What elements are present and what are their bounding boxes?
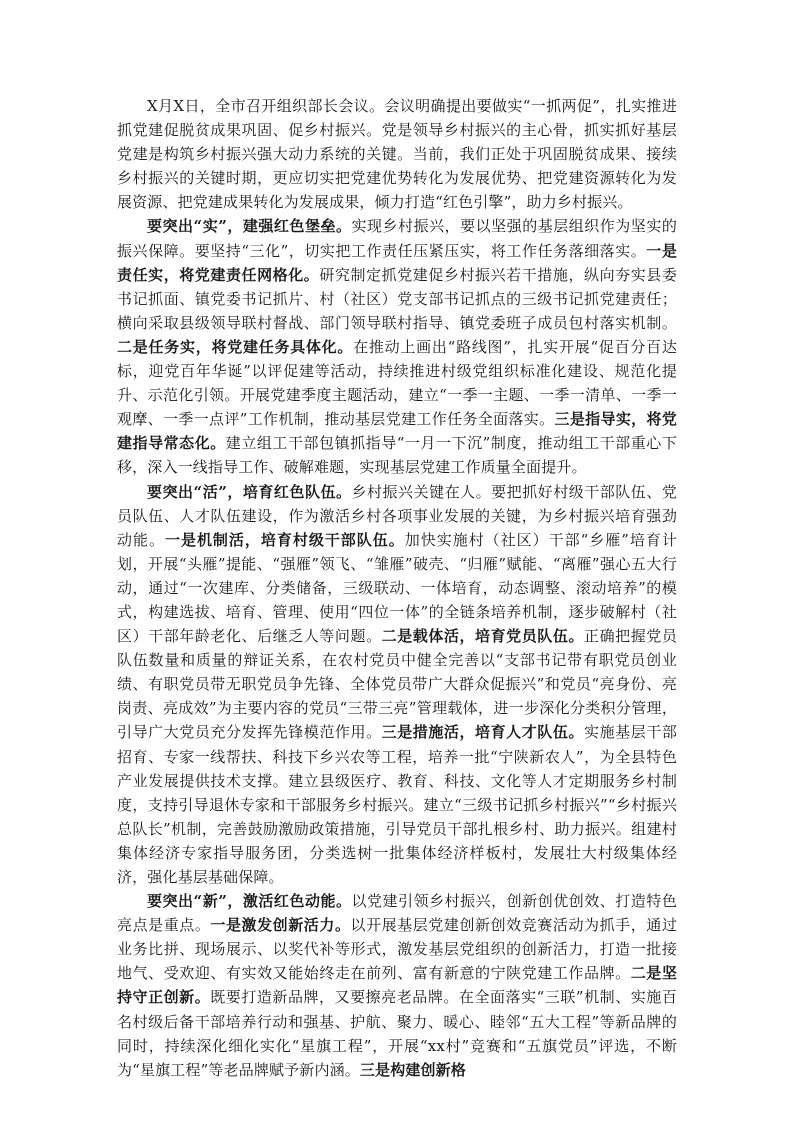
body-text: 实现乡村振兴，要以坚强的基层组织作为坚实的振兴保障。要坚持“三化”，切实把工作责任压紧压实，将工作任务落细落实。: [117, 217, 677, 260]
body-text: 在推动上画出“路线图”，扎实开展“促百分百达标，迎党百年华诞”以评促建等活动，持续推进村级党组织标准化建设、规范化提升、示范化引领。开展党建季度主题活动，建立“一季一主题、一季一清单、一季一观摩、一季一点评”工作机制，推动基层党建工作任务全面落实。: [117, 337, 677, 429]
paragraph: [117, 94, 677, 214]
bold-heading-text: 二是任务实，将党建任务具体化。: [117, 337, 354, 356]
document-body: [117, 94, 677, 1082]
body-text: X月X日，全市召开组织部长会议。会议明确提出要做实“一抓两促”，扎实推进抓党建促脱贫成果巩固、促乡村振兴。党是领导乡村振兴的主心骨，抓实抓好基层党建是构筑乡村振兴强大动力系统的关键。当前，我们正处于巩固脱贫成果、接续乡村振兴的关键时期，更应切实把党建优势转化为发展优势、把党建资源转化为发展资源、把党建成果转化为发展成果，倾力打造“红色引擎”，助力乡村振兴。: [117, 97, 677, 212]
body-text: 实施基层干部招育、专家一线帮扶、科技下乡兴农等工程，培养一批“宁陕新农人”，为全县特色产业发展提供技术支撑。建立县级医疗、教育、科技、文化等人才定期服务乡村制度，支持引导退休专家和干部服务乡村振兴。建立“三级书记抓乡村振兴”“乡村振兴总队长”机制，完善鼓励激励政策措施，引导党员干部扎根乡村、助力振兴。组建村集体经济专家指导服务团，分类选树一批集体经济样板村，发展壮大村级集体经济，强化基层基础保障。: [117, 723, 677, 886]
bold-heading-text: 要突出“实”，建强红色堡垒。: [147, 217, 352, 236]
paragraph: [117, 889, 677, 1082]
body-text: 研究制定抓党建促乡村振兴若干措施，纵向夯实县委书记抓面、镇党委书记抓片、村（社区）党支部书记抓点的三级书记抓党建责任；横向采取县级领导联村督战、部门领导联村指导、镇党委班子成员包村落实机制。: [117, 265, 678, 332]
bold-heading-text: 要突出“活”，培育红色队伍。: [147, 482, 352, 501]
body-text: 以开展基层党建创新创效竞赛活动为抓手，通过业务比拼、现场展示、以奖代补等形式，激发基层党组织的创新活力，打造一批接地气、受欢迎、有实效又能始终走在前列、富有新意的宁陕党建工作品牌。: [117, 916, 677, 983]
body-text: 建立组工干部包镇抓指导“一月一下沉”制度，推动组工干部重心下移，深入一线指导工作、破解难题，实现基层党建工作质量全面提升。: [117, 434, 677, 477]
bold-heading-text: 一是机制活，培育村级干部队伍。: [164, 530, 405, 549]
bold-heading-text: 二是载体活，培育党员队伍。: [381, 627, 585, 646]
bold-heading-text: 三是措施活，培育人才队伍。: [381, 723, 585, 742]
bold-heading-text: 三是指导实，将党建指导常态化。: [117, 410, 678, 453]
body-text: 加快实施村（社区）干部“乡雁”培育计划，开展“头雁”提能、“强雁”领飞、“雏雁”破壳、“归雁”赋能、“离雁”强心五大行动，通过“一次建库、分类储备，三级联动、一体培育，动态调整、滚动培养”的模式，构建选拔、培育、管理、使用“四位一体”的全链条培养机制，逐步破解村（社区）干部年龄老化、后继乏人等问题。: [117, 530, 677, 646]
bold-heading-text: 三是构建创新格: [359, 1060, 466, 1079]
bold-heading-text: 一是责任实，将党建责任网格化。: [117, 241, 677, 284]
body-text: 以党建引领乡村振兴，创新创优创效、打造特色亮点是重点。: [117, 892, 677, 935]
body-text: 乡村振兴关键在人。要把抓好村级干部队伍、党员队伍、人才队伍建设，作为激活乡村各项事业发展的关键，为乡村振兴培育强劲动能。: [117, 482, 677, 549]
bold-heading-text: 要突出“新”，激活红色动能。: [147, 892, 352, 911]
bold-heading-text: 二是坚持守正创新。: [117, 964, 677, 1007]
body-text: 既要打造新品牌，又要擦亮老品牌。在全面落实“三联”机制、实施百名村级后备干部培养行动和强基、护航、聚力、暖心、睦邻“五大工程”等新品牌的同时，持续深化细化实化“星旗工程”，开展“xx村”竞赛和“五旗党员”评选，不断为“星旗工程”等老品牌赋予新内涵。: [117, 988, 677, 1079]
bold-heading-text: 一是激发创新活力。: [210, 916, 351, 935]
paragraph: [117, 214, 677, 479]
paragraph: [117, 480, 677, 890]
body-text: 正确把握党员队伍数量和质量的辩证关系，在农村党员中健全完善以“支部书记带有职党员创业绩、有职党员带无职党员争先锋、全体党员带广大群众促振兴”和党员“亮身份、亮岗责、亮成效”为主要内容的党员“三带三亮”管理载体，进一步深化分类积分管理，引导广大党员充分发挥先锋模范作用。: [117, 627, 677, 742]
